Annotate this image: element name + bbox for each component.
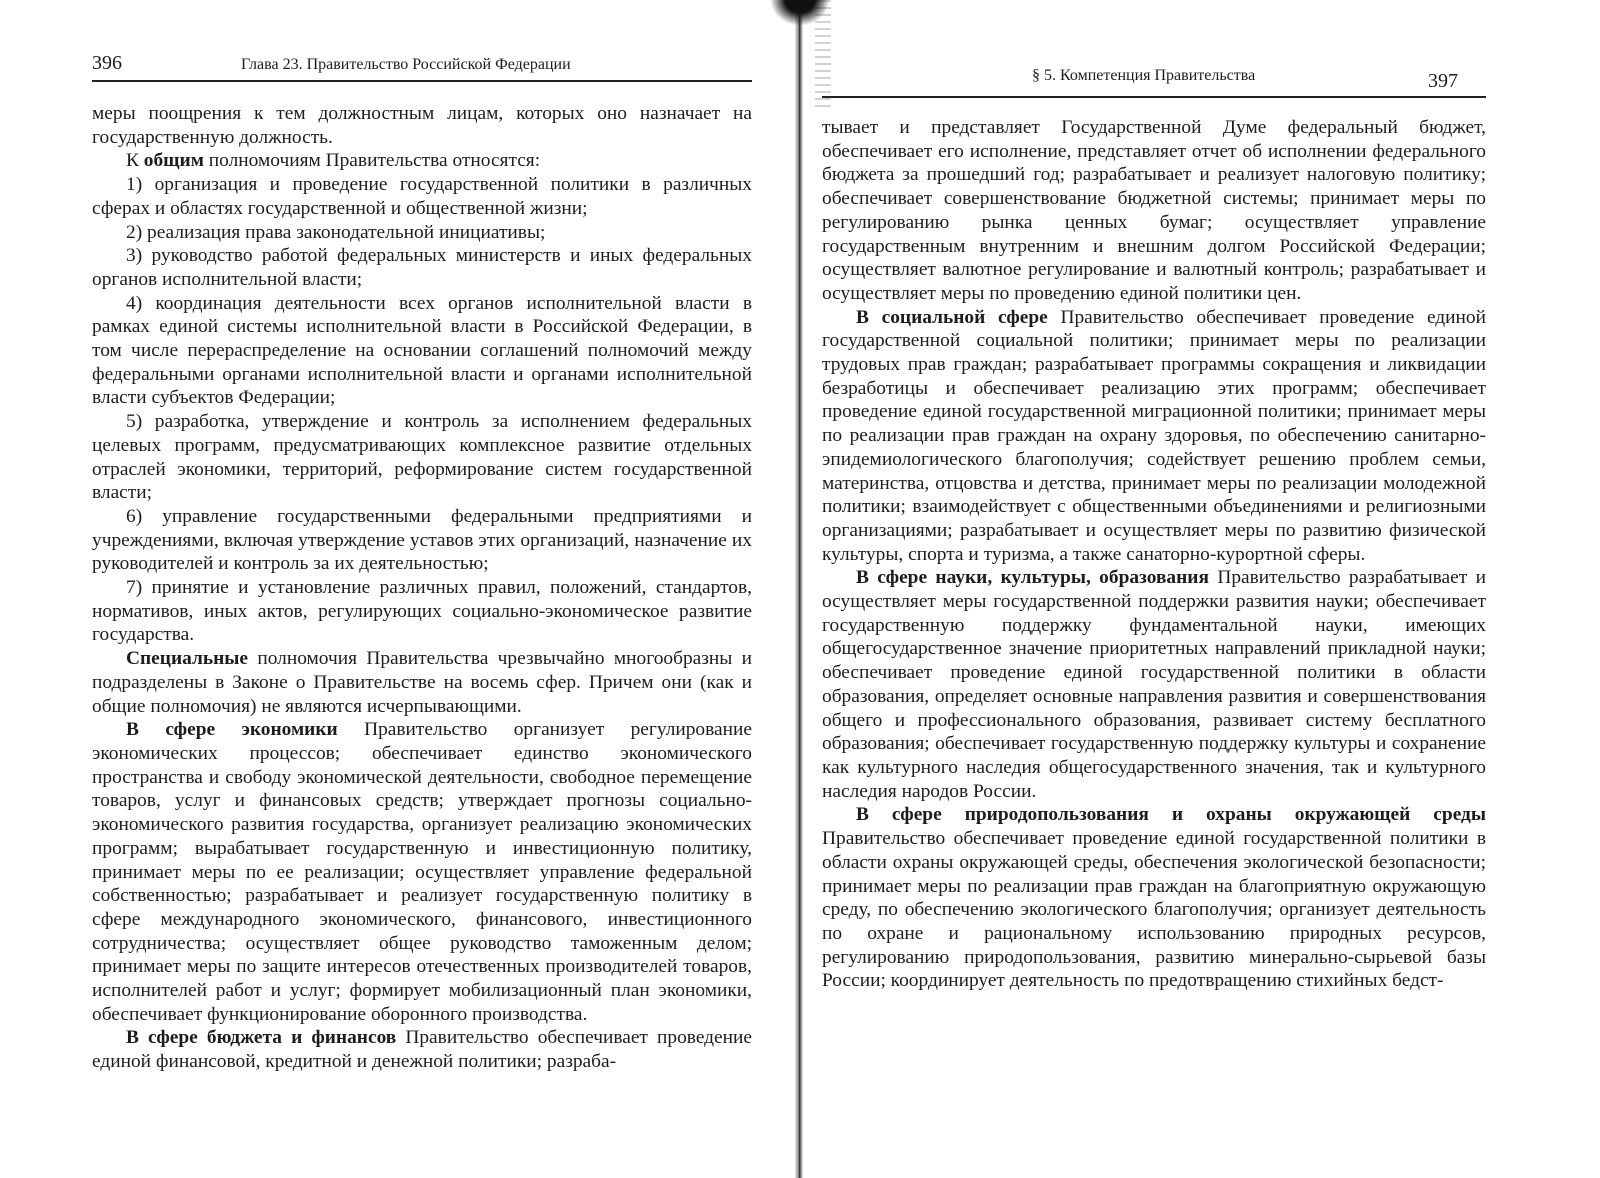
paragraph-text: Правительство обеспечивает проведение единой государственной политики в области охраны окружающей среды, обеспечения экологической безопасности; принимает меры по реализации прав граждан на благоприятную окружающую среду, по обеспечению экологического благополучия; организует деятельность по охране и рациональному использованию природных ресурсов, регулированию природопользования, развитию минерально-сырьевой базы России; координирует деятельность по предотвращению стихийных бедст- [822,828,1486,992]
paragraph-bold-lead: общим [143,150,204,172]
left-page-number: 396 [92,52,122,74]
paragraph-text: Правительство обеспечивает проведение единой государственной социальной политики; принимает меры по реализации трудовых прав граждан; разрабатывает программы сокращения и ликвидации безработицы и обеспечивает реализацию этих программ; обеспечивает проведение единой государственной миграционной политики; принимает меры по реализации прав граждан на охрану здоровья, по обеспечению санитарно-эпидемиологического благополучия; содействует решению проблем семьи, материнства, отцовства и детства, принимает меры по реализации молодежной политики; взаимодействует с общественными объединениями и религиозными организациями; разрабатывает и осуществляет меры по развитию физической культуры, спорта и туризма, а также санаторно-курортной сферы. [822,306,1487,565]
paragraph [92,505,752,576]
paragraph-text: тывает и представляет Государственной Думе федеральный бюджет, обеспечивает его исполнение, представляет отчет об исполнении федерального бюджета за прошедший год; разрабатывает и реализует налоговую политику; обеспечивает совершенствование бюджетной системы; принимает меры по регулированию рынка ценных бумаг; осуществляет управление государственным внутренним и внешним долгом Российской Федерации; осуществляет валютное регулирование и валютный контроль; разрабатывает и осуществляет меры по проведению единой политики цен. [822,117,1486,304]
paragraph-text: 6) управление государственными федеральными предприятиями и учреждениями, включая утверждение уставов этих организаций, назначение их руководителей и контроль за их деятельностью; [92,505,752,575]
paragraph-bold-lead: В сфере науки, культуры, образования [856,567,1209,589]
paragraph-text: полномочия Правительства чрезвычайно многообразны и подразделены в Законе о Правительстве на восемь сфер. Причем они (как и общие полномочия) не являются исчерпывающими. [92,648,752,717]
paragraph [822,306,1486,567]
paragraph-text: Правительство обеспечивает проведение единой финансовой, кредитной и денежной политики; разраба- [92,1027,752,1073]
paragraph [822,803,1486,993]
paragraph [92,221,752,245]
paragraph [92,576,752,647]
left-running-head: Глава 23. Правительство Российской Федерации [241,56,571,73]
right-header-rule [822,96,1486,98]
paragraph-bold-lead: В сфере экономики [126,719,338,741]
paragraph-bold-lead: В социальной сфере [856,306,1048,328]
paragraph-text: 3) руководство работой федеральных министерств и иных федеральных органов исполнительной власти; [92,245,752,290]
paragraph [92,292,752,411]
paragraph-bold-lead: В сфере природопользования и охраны окружающей среды [856,804,1486,826]
paragraph-text: 4) координация деятельности всех органов исполнительной власти в рамках единой системы исполнительной власти в Российской Федерации, в том числе перераспределение на основании соглашений полномочий между федеральными органами исполнительной власти и органами исполнительной власти субъектов Федерации; [92,292,752,409]
paragraph [822,116,1486,306]
right-page-number: 397 [1428,70,1458,92]
paragraph [92,647,752,718]
paragraph [92,149,752,173]
left-page-text [92,102,752,1074]
paragraph [92,173,752,220]
paragraph-text: 5) разработка, утверждение и контроль за исполнением федеральных целевых программ, предусматривающих комплексное развитие отдельных отраслей экономики, территорий, реформирование систем государственной власти; [92,411,752,504]
left-header-rule [92,80,752,82]
paragraph [92,102,752,149]
paragraph-lead: К [126,150,144,172]
paragraph [92,244,752,291]
right-page-text [822,116,1486,993]
right-page [800,0,1600,1178]
paragraph [92,718,752,1026]
paragraph-text: Правительство разрабатывает и осуществляет меры государственной поддержки развития науки; обеспечивает государственную поддержку фундаментальной науки, имеющих общегосударственное значение приоритетных направлений прикладной науки; обеспечивает проведение единой государственной политики в области образования, определяет основные направления развития и совершенствования общего и профессионального образования, развивает систему бесплатного образования; обеспечивает государственную поддержку культуры и сохранение как культурного наследия общегосударственного значения, так и культурного наследия народов России. [822,567,1486,802]
right-running-head: § 5. Компетенция Правительства [1032,67,1256,84]
paragraph-text: меры поощрения к тем должностным лицам, которых оно назначает на государственную должность. [92,103,752,148]
paragraph-bold-lead: Специальные [126,648,249,670]
paragraph [92,410,752,505]
paragraph-text: Правительство организует регулирование экономических процессов; обеспечивает единство экономического пространства и свободу экономической деятельности, свободное перемещение товаров, услуг и финансовых средств; утверждает прогнозы социально-экономического развития государства, организует реализацию экономических программ; вырабатывает государственную и инвестиционную политику, принимает меры по ее реализации; осуществляет управление федеральной собственностью; разрабатывает и реализует государственную политику в сфере международного экономического, финансового, инвестиционного сотрудничества; осуществляет общее руководство таможенным делом; принимает меры по защите интересов отечественных производителей товаров, исполнителей работ и услуг; формирует мобилизационный план экономики, обеспечивает функционирование оборонного производства. [92,719,752,1025]
paragraph-bold-lead: В сфере бюджета и финансов [126,1027,397,1049]
paragraph-text: полномочиям Правительства относятся: [203,150,541,172]
paragraph [92,1026,752,1073]
paragraph [822,566,1486,803]
paragraph-text: 1) организация и проведение государственной политики в различных сферах и областях государственной и общественной жизни; [92,174,752,219]
paragraph-text: 7) принятие и установление различных правил, положений, стандартов, нормативов, иных актов, регулирующих социально-экономическое развитие государства. [92,577,752,646]
paragraph-text: 2) реализация права законодательной инициативы; [126,221,546,243]
